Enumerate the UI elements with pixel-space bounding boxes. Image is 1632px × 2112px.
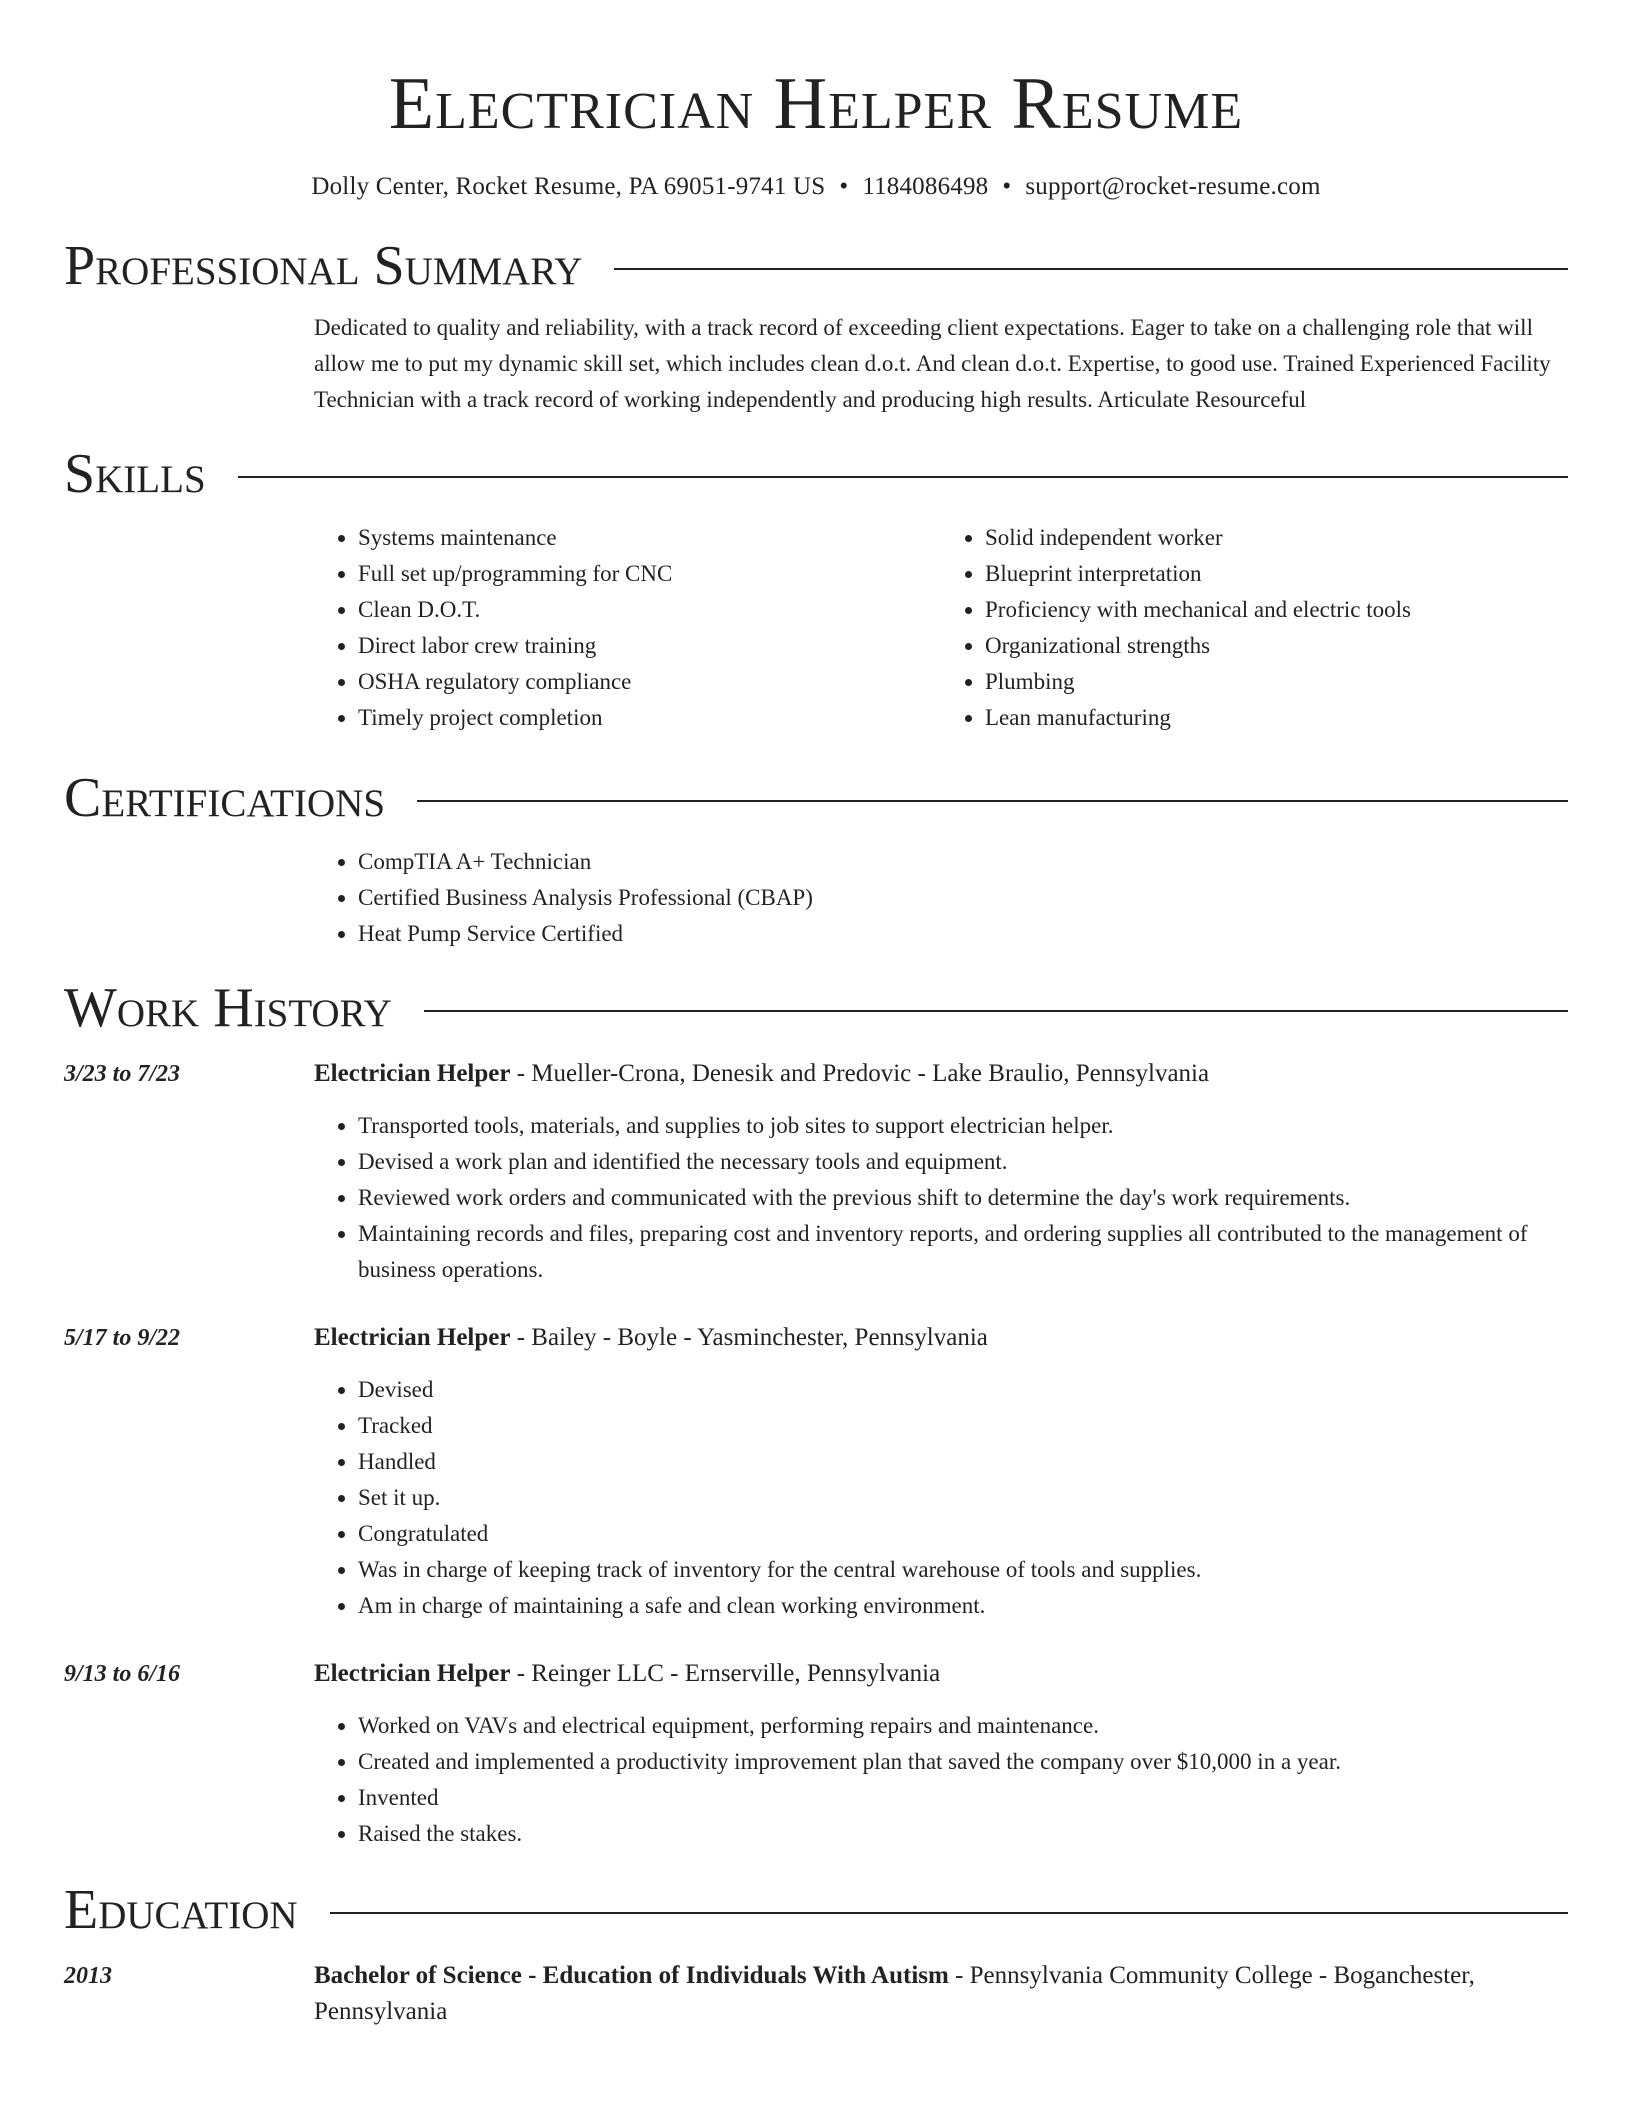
summary-heading: Professional Summary bbox=[64, 235, 583, 297]
section-divider bbox=[417, 800, 1568, 802]
education-line bbox=[314, 1958, 1568, 2030]
separator: • bbox=[839, 173, 849, 200]
job-bullets bbox=[314, 1708, 1568, 1852]
job-bullet: • Handled bbox=[358, 1444, 1568, 1480]
address: Dolly Center, Rocket Resume, PA 69051-9741 US bbox=[311, 173, 826, 200]
certifications-list bbox=[314, 844, 1568, 952]
resume-title: Electrician Helper Resume bbox=[388, 63, 1244, 145]
skill-item: • Direct labor crew training bbox=[358, 628, 941, 664]
education-section bbox=[64, 1878, 1568, 2030]
education-heading: Education bbox=[64, 1879, 298, 1941]
section-heading bbox=[64, 976, 1568, 1040]
skill-item: • Blueprint interpretation bbox=[985, 556, 1568, 592]
certification-item: • Heat Pump Service Certified bbox=[358, 916, 1568, 952]
skill-item: • Systems maintenance bbox=[358, 520, 941, 556]
section-heading bbox=[64, 234, 1568, 298]
job-bullet: • Congratulated bbox=[358, 1516, 1568, 1552]
skill-item: • Timely project completion bbox=[358, 700, 941, 736]
certification-item: • Certified Business Analysis Professional (CBAP) bbox=[358, 880, 1568, 916]
job-title-line bbox=[314, 1656, 1568, 1692]
job-bullet: • Was in charge of keeping track of inventory for the central warehouse of tools and supplies. bbox=[358, 1552, 1568, 1588]
skill-item: • OSHA regulatory compliance bbox=[358, 664, 941, 700]
resume-page bbox=[64, 0, 1568, 2030]
skill-item: • Proficiency with mechanical and electric tools bbox=[985, 592, 1568, 628]
work-history-heading: Work History bbox=[64, 977, 392, 1039]
contact-line bbox=[64, 172, 1568, 202]
job-detail bbox=[314, 1656, 1568, 1852]
job-bullets bbox=[314, 1372, 1568, 1624]
job-entry bbox=[64, 1656, 1568, 1852]
job-entry bbox=[64, 1320, 1568, 1624]
section-divider bbox=[330, 1912, 1568, 1914]
education-degree: Bachelor of Science - Education of Individuals With Autism bbox=[314, 1962, 949, 1989]
skills-list-right bbox=[941, 520, 1568, 736]
skill-item: • Organizational strengths bbox=[985, 628, 1568, 664]
skills-heading: Skills bbox=[64, 443, 206, 505]
job-employer: - Reinger LLC - Ernserville, Pennsylvania bbox=[510, 1660, 941, 1687]
skills-section bbox=[64, 442, 1568, 736]
skill-item: • Plumbing bbox=[985, 664, 1568, 700]
job-date: 3/23 to 7/23 bbox=[64, 1061, 181, 1087]
job-title-line bbox=[314, 1056, 1568, 1092]
summary-text: Dedicated to quality and reliability, with a track record of exceeding client expectations. Eager to take on a challenging role that will allow me to put my dynamic skill set, which includes clean d.o.t. And clean d.o.t. Expertise, to good use. Trained Experienced Facility Technician with a track record of working independently and producing high results. Articulate Resourceful bbox=[314, 315, 1551, 412]
certifications-heading: Certifications bbox=[64, 767, 386, 829]
section-heading bbox=[64, 442, 1568, 506]
job-bullet: • Invented bbox=[358, 1780, 1568, 1816]
job-bullet: • Transported tools, materials, and supplies to job sites to support electrician helper. bbox=[358, 1108, 1568, 1144]
job-bullet: • Devised bbox=[358, 1372, 1568, 1408]
job-bullet: • Devised a work plan and identified the necessary tools and equipment. bbox=[358, 1144, 1568, 1180]
job-bullet: • Worked on VAVs and electrical equipment, performing repairs and maintenance. bbox=[358, 1708, 1568, 1744]
section-heading bbox=[64, 1878, 1568, 1942]
skill-item: • Clean D.O.T. bbox=[358, 592, 941, 628]
job-title: Electrician Helper bbox=[314, 1660, 511, 1687]
job-bullet: • Am in charge of maintaining a safe and clean working environment. bbox=[358, 1588, 1568, 1624]
job-detail bbox=[314, 1320, 1568, 1624]
section-divider bbox=[424, 1010, 1568, 1012]
section-heading bbox=[64, 766, 1568, 830]
summary-section bbox=[64, 234, 1568, 418]
skill-item: • Full set up/programming for CNC bbox=[358, 556, 941, 592]
phone: 1184086498 bbox=[862, 173, 989, 200]
job-bullet: • Raised the stakes. bbox=[358, 1816, 1568, 1852]
education-entry bbox=[64, 1958, 1568, 2030]
section-divider bbox=[238, 476, 1568, 478]
job-bullet: • Tracked bbox=[358, 1408, 1568, 1444]
job-date: 5/17 to 9/22 bbox=[64, 1325, 181, 1351]
job-entry bbox=[64, 1056, 1568, 1288]
job-bullets bbox=[314, 1108, 1568, 1288]
certifications-section bbox=[64, 766, 1568, 952]
work-history-section bbox=[64, 976, 1568, 1852]
section-divider bbox=[614, 268, 1568, 270]
job-employer: - Mueller-Crona, Denesik and Predovic - Lake Braulio, Pennsylvania bbox=[510, 1060, 1210, 1087]
job-title: Electrician Helper bbox=[314, 1324, 511, 1351]
education-school: - Pennsylvania Community College - Boganchester, Pennsylvania bbox=[314, 1962, 1475, 2025]
job-detail bbox=[314, 1056, 1568, 1288]
skill-item: • Solid independent worker bbox=[985, 520, 1568, 556]
skill-item: • Lean manufacturing bbox=[985, 700, 1568, 736]
job-date: 9/13 to 6/16 bbox=[64, 1661, 181, 1687]
education-detail bbox=[314, 1958, 1568, 2030]
job-bullet: • Reviewed work orders and communicated with the previous shift to determine the day's work requirements. bbox=[358, 1180, 1568, 1216]
job-title-line bbox=[314, 1320, 1568, 1356]
job-bullet: • Maintaining records and files, preparing cost and inventory reports, and ordering supplies all contributed to the management of business operations. bbox=[358, 1216, 1568, 1288]
job-bullet: • Set it up. bbox=[358, 1480, 1568, 1516]
skills-list-left bbox=[314, 520, 941, 736]
certifications-body bbox=[314, 844, 1568, 952]
email: support@rocket-resume.com bbox=[1025, 173, 1321, 200]
skills-columns bbox=[314, 520, 1568, 736]
job-employer: - Bailey - Boyle - Yasminchester, Pennsylvania bbox=[510, 1324, 988, 1351]
certification-item: • CompTIA A+ Technician bbox=[358, 844, 1568, 880]
job-title: Electrician Helper bbox=[314, 1060, 511, 1087]
education-date: 2013 bbox=[64, 1963, 112, 1989]
job-bullet: • Created and implemented a productivity improvement plan that saved the company over $10,000 in a year. bbox=[358, 1744, 1568, 1780]
separator: • bbox=[1002, 173, 1012, 200]
